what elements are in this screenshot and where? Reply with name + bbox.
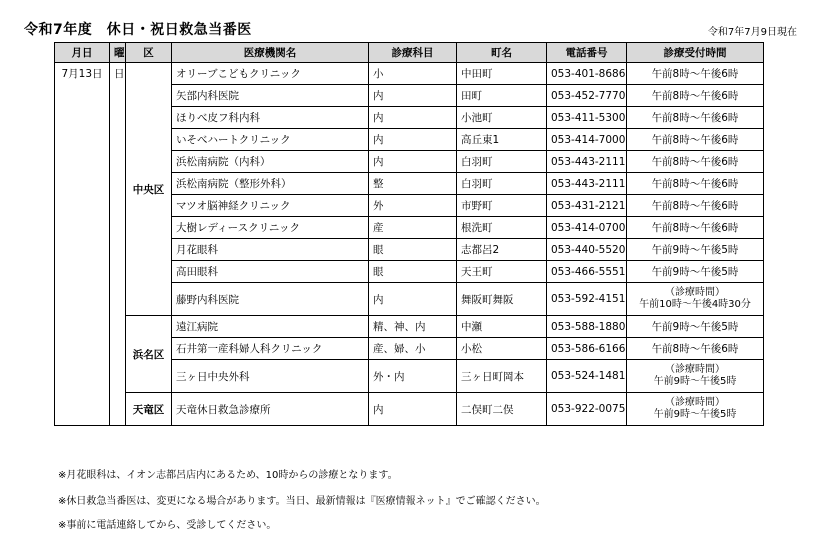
department: 内 bbox=[369, 393, 457, 426]
phone-number: 053-414-0700 bbox=[547, 217, 627, 239]
department: 整 bbox=[369, 173, 457, 195]
reception-hours: 午前8時～午後6時 bbox=[627, 195, 764, 217]
header-date: 月日 bbox=[55, 43, 110, 63]
note-changes: ※休日救急当番医は、変更になる場合があります。当日、最新情報は『医療情報ネット』でご確認ください。 bbox=[58, 496, 546, 507]
phone-number: 053-452-7770 bbox=[547, 85, 627, 107]
department: 産 bbox=[369, 217, 457, 239]
facility-name: 大樹レディースクリニック bbox=[172, 217, 369, 239]
table-row bbox=[55, 316, 764, 338]
facility-name: 藤野内科医院 bbox=[172, 283, 369, 316]
town: 小池町 bbox=[457, 107, 547, 129]
date-cell: 7月13日 bbox=[55, 63, 110, 426]
phone-number: 053-411-5300 bbox=[547, 107, 627, 129]
department: 外・内 bbox=[369, 360, 457, 393]
ward-hamana: 浜名区 bbox=[126, 316, 172, 393]
duty-doctor-table bbox=[54, 42, 764, 426]
reception-hours: 午前8時～午後6時 bbox=[627, 107, 764, 129]
hours-note: （診療時間） bbox=[665, 397, 725, 408]
reception-hours: 午前8時～午後6時 bbox=[627, 173, 764, 195]
header-ward: 区 bbox=[126, 43, 172, 63]
facility-name: オリーブこどもクリニック bbox=[172, 63, 369, 85]
town: 中田町 bbox=[457, 63, 547, 85]
town: 三ヶ日町岡本 bbox=[457, 360, 547, 393]
town: 高丘東1 bbox=[457, 129, 547, 151]
phone-number: 053-588-1880 bbox=[547, 316, 627, 338]
facility-name: 浜松南病院（内科） bbox=[172, 151, 369, 173]
hours-note: （診療時間） bbox=[665, 287, 725, 298]
facility-name: ほりべ皮フ科内科 bbox=[172, 107, 369, 129]
hours-note: （診療時間） bbox=[665, 364, 725, 375]
phone-number: 053-586-6166 bbox=[547, 338, 627, 360]
reception-hours bbox=[627, 393, 764, 426]
phone-number: 053-524-1481 bbox=[547, 360, 627, 393]
header-facility: 医療機関名 bbox=[172, 43, 369, 63]
department: 外 bbox=[369, 195, 457, 217]
phone-number: 053-922-0075 bbox=[547, 393, 627, 426]
hours-value: 午前9時～午後5時 bbox=[653, 376, 737, 387]
town: 小松 bbox=[457, 338, 547, 360]
header-phone: 電話番号 bbox=[547, 43, 627, 63]
table-row bbox=[55, 393, 764, 426]
ward-chuo: 中央区 bbox=[126, 63, 172, 316]
reception-hours: 午前9時～午後5時 bbox=[627, 316, 764, 338]
reception-hours: 午前8時～午後6時 bbox=[627, 85, 764, 107]
town: 根洗町 bbox=[457, 217, 547, 239]
department: 精、神、内 bbox=[369, 316, 457, 338]
department: 内 bbox=[369, 151, 457, 173]
reception-hours: 午前8時～午後6時 bbox=[627, 151, 764, 173]
facility-name: 遠江病院 bbox=[172, 316, 369, 338]
facility-name: 石井第一産科婦人科クリニック bbox=[172, 338, 369, 360]
town: 志都呂2 bbox=[457, 239, 547, 261]
hours-value: 午前10時～午後4時30分 bbox=[639, 299, 751, 310]
town: 舞阪町舞阪 bbox=[457, 283, 547, 316]
department: 内 bbox=[369, 283, 457, 316]
facility-name: 高田眼科 bbox=[172, 261, 369, 283]
facility-name: いそべハートクリニック bbox=[172, 129, 369, 151]
reception-hours: 午前8時～午後6時 bbox=[627, 338, 764, 360]
department: 内 bbox=[369, 129, 457, 151]
note-gekka: ※月花眼科は、イオン志都呂店内にあるため、10時からの診療となります。 bbox=[58, 470, 398, 481]
facility-name: 三ヶ日中央外科 bbox=[172, 360, 369, 393]
phone-number: 053-414-7000 bbox=[547, 129, 627, 151]
department: 眼 bbox=[369, 239, 457, 261]
town: 天王町 bbox=[457, 261, 547, 283]
hours-value: 午前9時～午後5時 bbox=[653, 409, 737, 420]
town: 田町 bbox=[457, 85, 547, 107]
page-title: 令和7年度 休日・祝日救急当番医 bbox=[24, 22, 252, 38]
weekday-cell: 日 bbox=[110, 63, 126, 426]
ward-tenryu: 天竜区 bbox=[126, 393, 172, 426]
phone-number: 053-431-2121 bbox=[547, 195, 627, 217]
town: 中瀬 bbox=[457, 316, 547, 338]
town: 白羽町 bbox=[457, 173, 547, 195]
town: 二俣町二俣 bbox=[457, 393, 547, 426]
header-town: 町名 bbox=[457, 43, 547, 63]
department: 内 bbox=[369, 107, 457, 129]
table-row bbox=[55, 63, 764, 85]
reception-hours bbox=[627, 360, 764, 393]
header-department: 診療科目 bbox=[369, 43, 457, 63]
facility-name: 矢部内科医院 bbox=[172, 85, 369, 107]
reception-hours bbox=[627, 283, 764, 316]
facility-name: 浜松南病院（整形外科） bbox=[172, 173, 369, 195]
town: 市野町 bbox=[457, 195, 547, 217]
department: 内 bbox=[369, 85, 457, 107]
reception-hours: 午前9時～午後5時 bbox=[627, 261, 764, 283]
reception-hours: 午前9時～午後5時 bbox=[627, 239, 764, 261]
department: 産、婦、小 bbox=[369, 338, 457, 360]
header-weekday: 曜 bbox=[110, 43, 126, 63]
facility-name: マツオ脳神経クリニック bbox=[172, 195, 369, 217]
as-of-date: 令和7年7月9日現在 bbox=[707, 27, 797, 38]
phone-number: 053-592-4151 bbox=[547, 283, 627, 316]
phone-number: 053-443-2111 bbox=[547, 173, 627, 195]
note-call-ahead: ※事前に電話連絡してから、受診してください。 bbox=[58, 520, 277, 531]
header-row bbox=[55, 43, 764, 63]
department: 眼 bbox=[369, 261, 457, 283]
phone-number: 053-443-2111 bbox=[547, 151, 627, 173]
reception-hours: 午前8時～午後6時 bbox=[627, 129, 764, 151]
facility-name: 月花眼科 bbox=[172, 239, 369, 261]
reception-hours: 午前8時～午後6時 bbox=[627, 63, 764, 85]
phone-number: 053-466-5551 bbox=[547, 261, 627, 283]
phone-number: 053-440-5520 bbox=[547, 239, 627, 261]
header-hours: 診療受付時間 bbox=[627, 43, 764, 63]
facility-name: 天竜休日救急診療所 bbox=[172, 393, 369, 426]
department: 小 bbox=[369, 63, 457, 85]
town: 白羽町 bbox=[457, 151, 547, 173]
reception-hours: 午前8時～午後6時 bbox=[627, 217, 764, 239]
phone-number: 053-401-8686 bbox=[547, 63, 627, 85]
